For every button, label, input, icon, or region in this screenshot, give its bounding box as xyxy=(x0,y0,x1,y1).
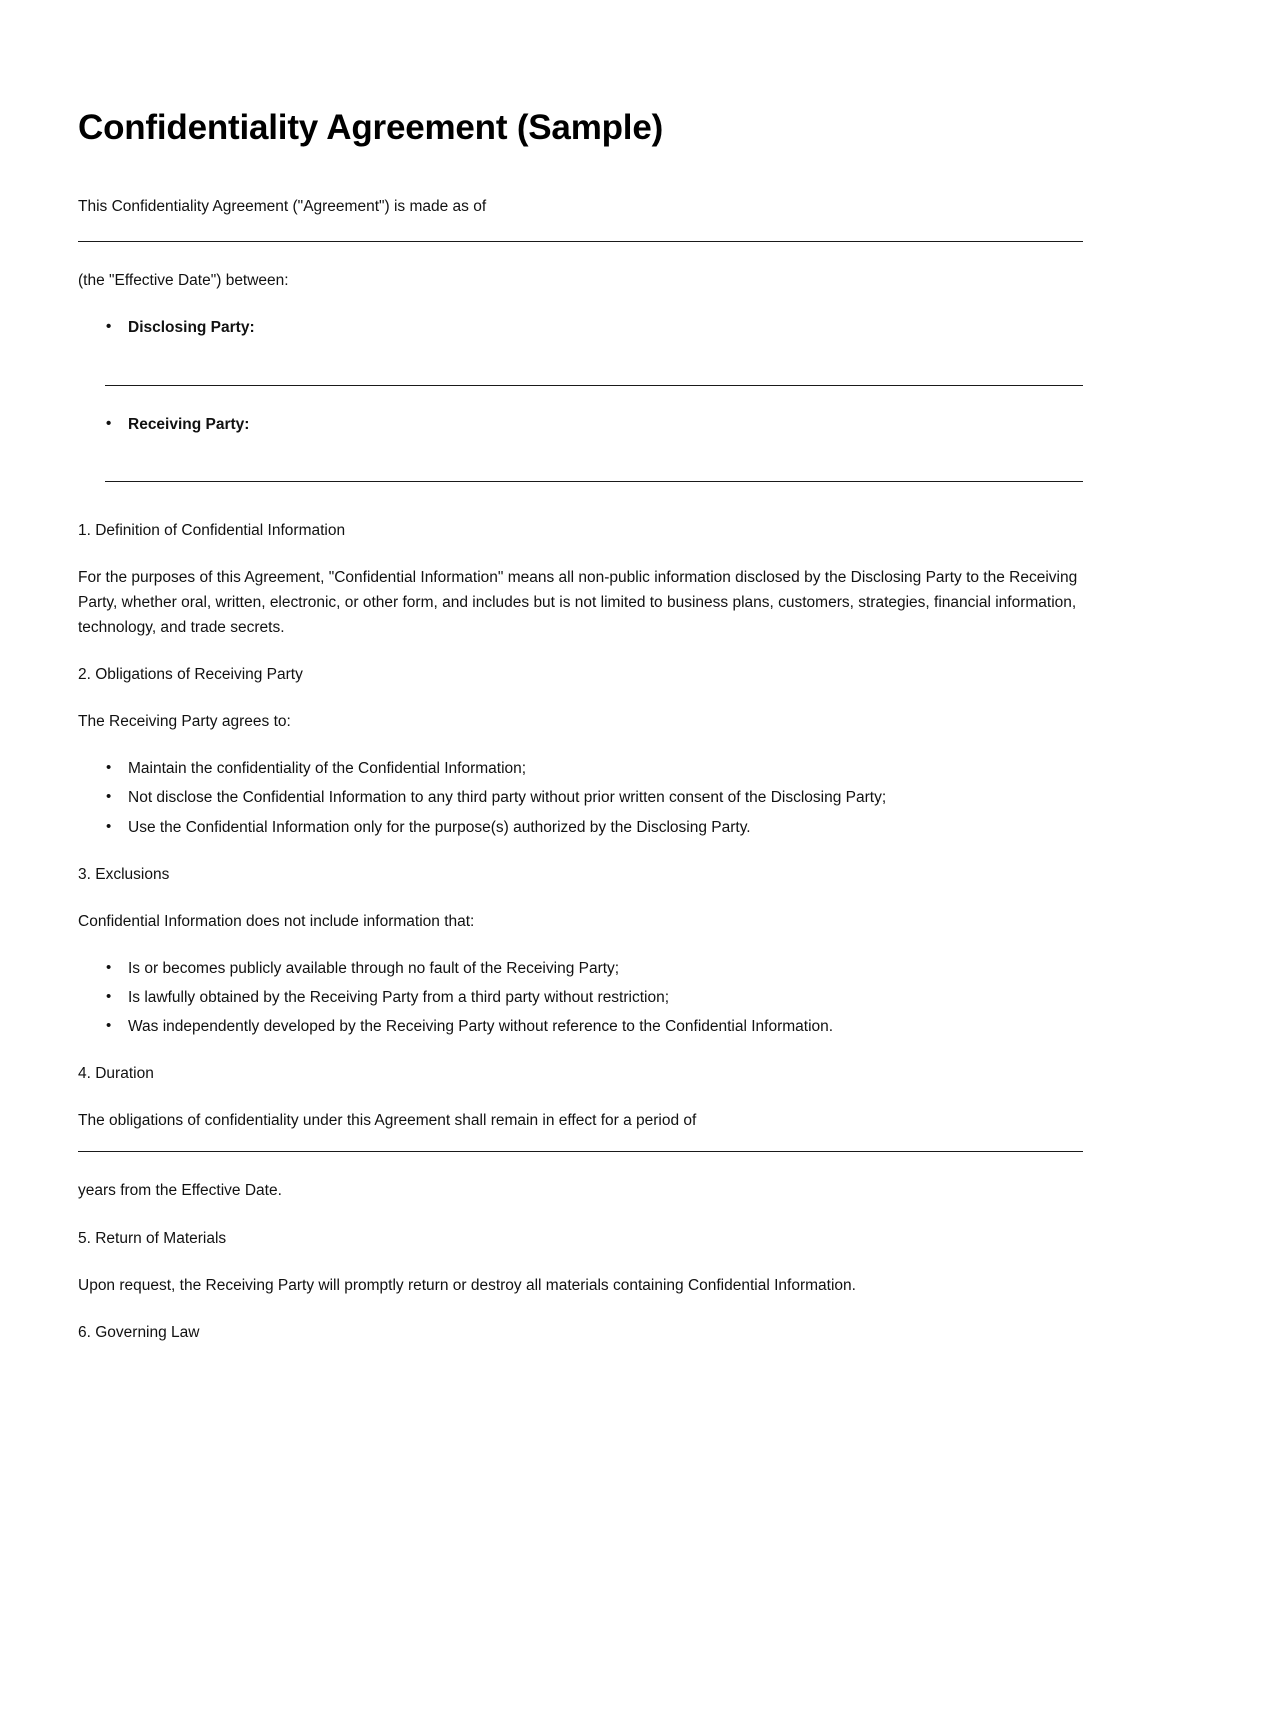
spacer xyxy=(78,508,1083,518)
section-governing-law xyxy=(78,1320,1083,1345)
list-item: • Is lawfully obtained by the Receiving Party from a third party without restriction; xyxy=(128,985,1083,1010)
list-item: • Was independently developed by the Receiving Party without reference to the Confidential Information. xyxy=(128,1014,1083,1039)
disclosing-party-blank-line[interactable] xyxy=(105,385,1083,386)
effective-date-blank-line[interactable] xyxy=(78,241,1083,242)
receiving-party-blank-line[interactable] xyxy=(105,481,1083,482)
list-item: • Use the Confidential Information only for the purpose(s) authorized by the Disclosing Party. xyxy=(128,815,1083,840)
list-item: • Is or becomes publicly available through no fault of the Receiving Party; xyxy=(128,956,1083,981)
spacer xyxy=(78,459,1083,481)
duration-blank-line[interactable] xyxy=(78,1151,1083,1152)
section-duration xyxy=(78,1061,1083,1203)
section-heading-6: 6. Governing Law xyxy=(78,1323,200,1341)
section-body-5: Upon request, the Receiving Party will promptly return or destroy all materials containing Confidential Information. xyxy=(78,1276,856,1294)
section-heading-5: 5. Return of Materials xyxy=(78,1229,227,1247)
section-heading-3: 3. Exclusions xyxy=(78,865,170,883)
receiving-party-label: • Receiving Party: xyxy=(128,412,1083,437)
list-item: • Not disclose the Confidential Information to any third party without prior written consent of the Disclosing Party; xyxy=(128,785,1083,810)
section-heading-1: 1. Definition of Confidential Information xyxy=(78,521,346,539)
page-title: Confidentiality Agreement (Sample) xyxy=(78,108,664,147)
section-heading-2: 2. Obligations of Receiving Party xyxy=(78,666,303,684)
receiving-party-list xyxy=(78,412,1083,437)
section-obligations xyxy=(78,662,1083,840)
effective-date-paragraph: (the "Effective Date") between: xyxy=(78,272,289,290)
list-item: • Maintain the confidentiality of the Confidential Information; xyxy=(128,756,1083,781)
spacer xyxy=(78,363,1083,385)
section-after-blank-4: years from the Effective Date. xyxy=(78,1182,282,1200)
section-body-1: For the purposes of this Agreement, "Confidential Information" means all non-public information disclosed by the Disclosing Party to the Receiving Party, whether oral, written, electronic, or other form, and includes but is not limited to business plans, customers, strategies, financial information, technology, and trade secrets. xyxy=(78,568,1078,637)
section-heading-4: 4. Duration xyxy=(78,1065,154,1083)
section-body-4: The obligations of confidentiality under this Agreement shall remain in effect for a period of xyxy=(78,1112,697,1130)
exclusions-list xyxy=(78,956,1083,1039)
section-return-of-materials xyxy=(78,1226,1083,1298)
obligations-list xyxy=(78,756,1083,839)
disclosing-party-label: • Disclosing Party: xyxy=(128,315,1083,340)
intro-paragraph: This Confidentiality Agreement ("Agreement") is made as of xyxy=(78,198,487,216)
section-exclusions xyxy=(78,862,1083,1040)
receiving-party-block xyxy=(78,412,1083,482)
section-lead-3: Confidential Information does not include information that: xyxy=(78,912,475,930)
disclosing-party-block xyxy=(78,315,1083,385)
section-lead-2: The Receiving Party agrees to: xyxy=(78,713,291,731)
disclosing-party-list xyxy=(78,315,1083,340)
section-definition xyxy=(78,518,1083,640)
